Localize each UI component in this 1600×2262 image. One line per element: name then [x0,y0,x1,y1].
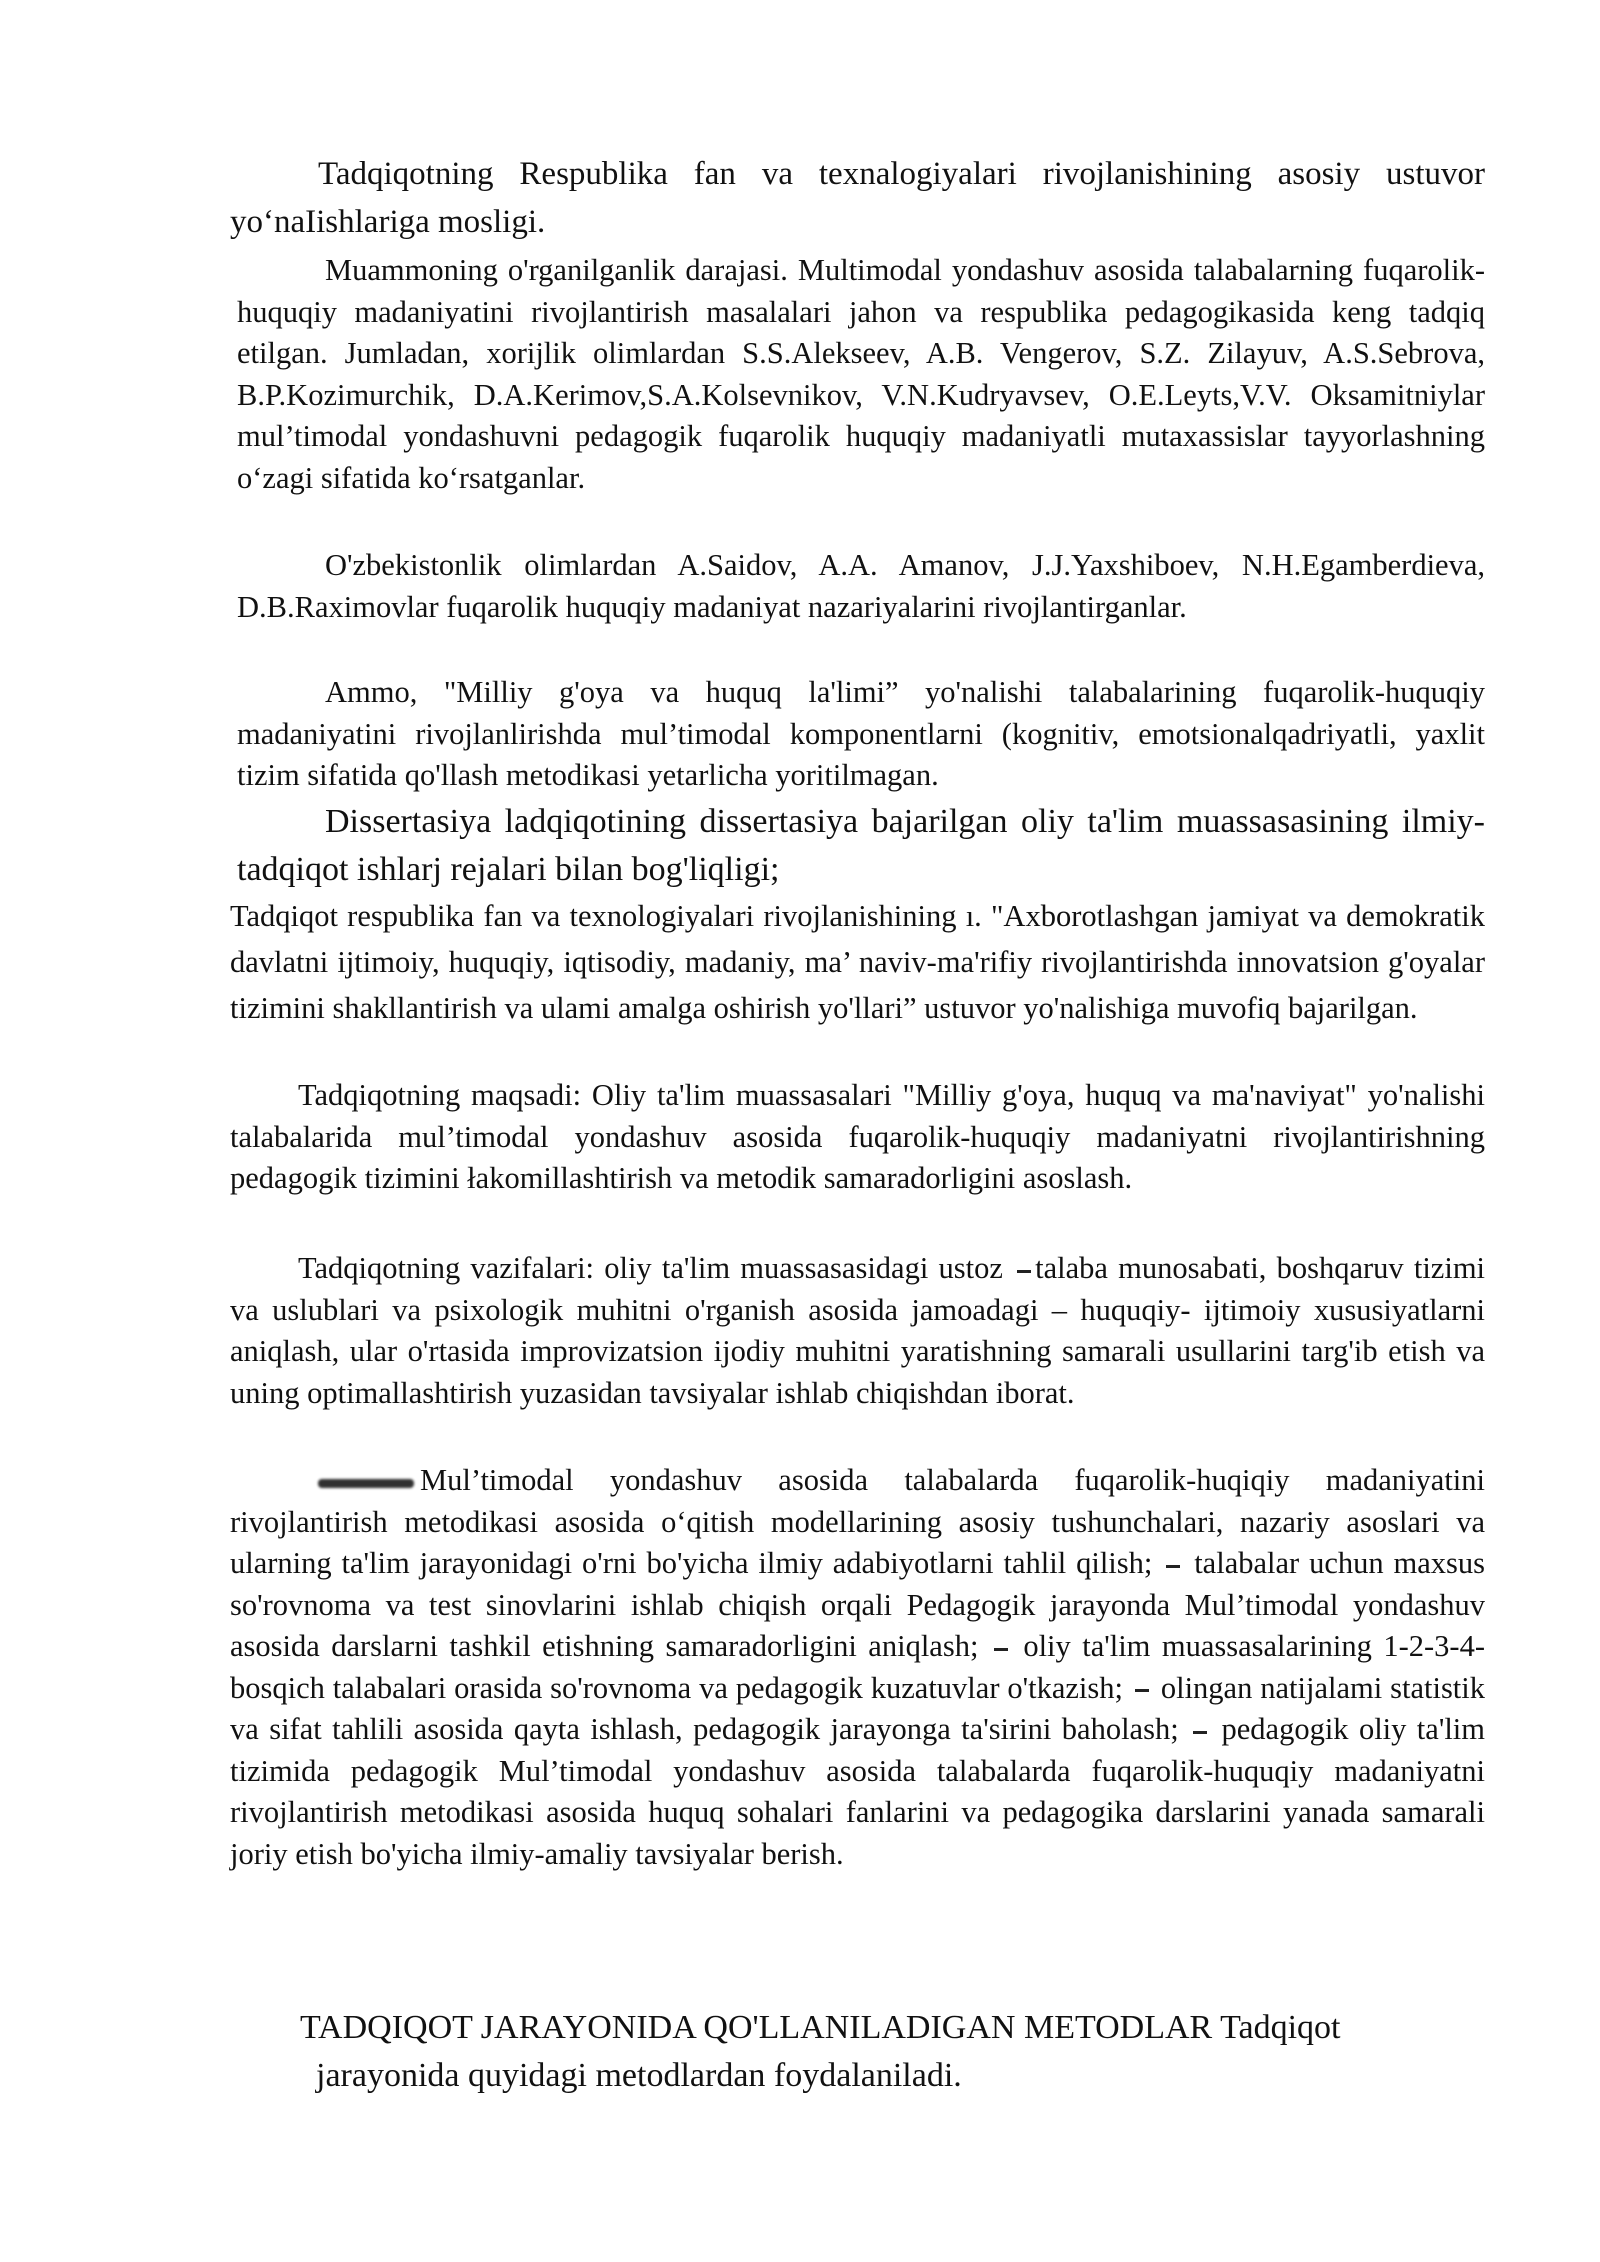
methods-heading-line-1: TADQIQOT JARAYONIDA QO'LLANILADIGAN METODLAR Tadqiqot [300,2009,1341,2046]
tasks-text-a: Tadqiqotning vazifalari: oliy ta'lim muassasasidagi ustoz [298,1251,1003,1285]
paragraph-republic-program: Tadqiqot respublika fan va texnologiyalari rivojlanishining ı. "Axborotlashgan jamiyat va demokratik davlatni ijtimoiy, huquqiy, iqtisodiy, madaniy, ma’ naviv-ma'rifiy rivojlantirishda innovatsion g'oyalar tizimini shakllantirish va ulami amalga oshirish yo'llari” ustuvor yo'nalishiga muvofiq bajarilgan. [230,899,1485,1025]
paragraph-problem-study-level: Muammoning o'rganilganlik darajasi. Multimodal yondashuv asosida talabalarning fuqarolik-huquqiy madaniyatini rivojlantirish masalalari jahon va respublika pedagogikasida keng tadqiq etilgan. Jumladan, xorijlik olimlardan S.S.Alekseev, A.B. Vengerov, S.Z. Zilayuv, A.S.Sebrova, B.P.Kozimurchik, D.A.Kerimov,S.A.Kolsevnikov, V.N.Kudryavsev, O.E.Leyts,V.V. Oksamitniylar mul’timodal yondashuvni pedagogik fuqarolik huquqiy madaniyatli mutaxassislar tayyorlashning o‘zagi sifatida ko‘rsatganlar. [237,253,1485,495]
paragraph-priority-alignment: Tadqiqotning Respublika fan va texnalogiyalari rivojlanishining asosiy ustuvor yo‘naIishlariga mosligi. [230,156,1485,240]
dash-mark [1193,1731,1207,1734]
task-item-2: talabalar uchun maxsus so'rovnoma va test sinovlarini ishlab chiqish orqali Pedagogik jarayonda Mul’timodal yondashuv asosida darslarni tashkil etishning samaradorligini aniqlash; [230,1546,1486,1663]
paragraph-uzbek-scholars: O'zbekistonlik olimlardan A.Saidov, A.A. Amanov, J.J.Yaxshiboev, N.H.Egamberdieva, D.B.Raximovlar fuqarolik huquqiy madaniyat nazariyalarini rivojlantirganlar. [237,548,1485,624]
dash-mark [1017,1270,1031,1273]
task-item-1: Mul’timodal yondashuv asosida talabalarda fuqarolik-huqiqiy madaniyatini rivojlantirish metodikasi asosida o‘qitish modellarining asosiy tushunchalari, nazariy asoslari va ularning ta'lim jarayonidagi o'rni bo'yicha ilmiy adabiyotlarni tahlil qilish; [230,1463,1485,1580]
tasks-text-b: talaba munosabati, boshqaruv tizimi va uslublari va psixologik muhitni o'rganish asosida jamoadagi – huquqiy- ijtimoiy xususiyatlarni aniqlash, ular o'rtasida improvizatsion ijodiy muhitni yaratishning samarali usullarini targ'ib etish va uning optimallashtirish yuzasidan tavsiyalar ishlab chiqishdan iborat. [230,1251,1486,1410]
dash-mark [994,1648,1008,1651]
dash-mark [1135,1689,1149,1692]
paragraph-dissertation-link: Dissertasiya ladqiqotining dissertasiya bajarilgan oliy ta'lim muassasasining ilmiy-tadqiqot ishlarj rejalari bilan bog'liqligi; [237,803,1485,888]
ink-scribble-mark [318,1479,414,1488]
paragraph-research-tasks [230,1248,1485,1414]
section-heading-methods [300,2004,1485,2100]
methods-heading-line-2: jarayonida quyidagi metodlardan foydalaniladi. [316,2057,962,2094]
paragraph-research-goal: Tadqiqotning maqsadi: Oliy ta'lim muassasalari "Milliy g'oya, huquq va ma'naviyat" yo'nalishi talabalarida mul’timodal yondashuv asosida fuqarolik-huquqiy madaniyatni rivojlantirishning pedagogik tizimini łakomillashtirish va metodik samaradorligini asoslash. [230,1078,1485,1195]
task-item-5: pedagogik oliy ta'lim tizimida pedagogik Mul’timodal yondashuv asosida talabalarda fuqarolik-huquqiy madaniyatni rivojlantirish metodikasi asosida huquq sohalari fanlarini va pedagogika darslarini yanada samarali joriy etish bo'yicha ilmiy-amaliy tavsiyalar berish. [230,1712,1485,1871]
task-item-3: oliy ta'lim muassasalarining 1-2-3-4-bosqich talabalari orasida so'rovnoma va pedagogik kuzatuvlar o'tkazish; [230,1629,1485,1705]
dash-mark [1166,1565,1180,1568]
paragraph-task-list [230,1460,1485,1875]
paragraph-research-gap: Ammo, "Milliy g'oya va huquq la'limi” yo'nalishi talabalarining fuqarolik-huquqiy madaniyatini rivojlanlirishda mul’timodal komponentlarni (kognitiv, emotsionalqadriyatli, yaxlit tizim sifatida qo'llash metodikasi yetarlicha yoritilmagan. [237,675,1485,792]
task-item-4: olingan natijalami statistik va sifat tahlili asosida qayta ishlash, pedagogik jarayonga ta'sirini baholash; [230,1670,1486,1746]
